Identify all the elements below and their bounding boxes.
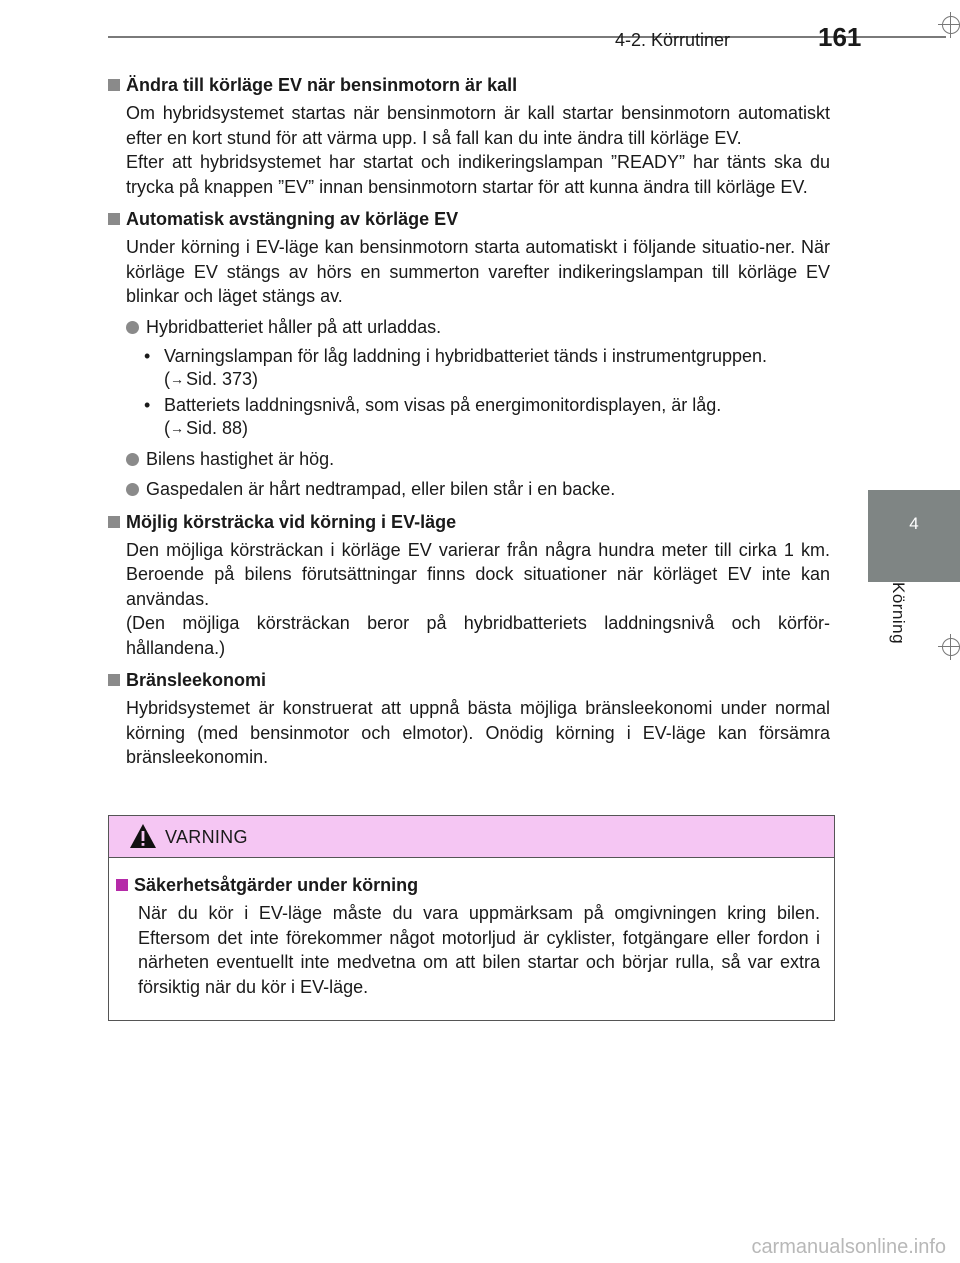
- paragraph: Efter att hybridsystemet har startat och indikeringslampan ”READY” har tänts ska du trycka på knappen ”EV” innan bensinmotorn startar för att kunna ändra till körläge EV.: [126, 152, 830, 197]
- warning-heading: Säkerhetsåtgärder under körning: [116, 874, 820, 897]
- list-item: Bilens hastighet är hög.: [126, 447, 830, 471]
- chapter-label: Körning: [889, 582, 908, 645]
- warning-body: [109, 858, 834, 999]
- sub-list-item: • Batteriets laddningsnivå, som visas på energimonitordisplayen, är låg. (→ Sid. 88): [144, 394, 830, 441]
- list-item: Gaspedalen är hårt nedtrampad, eller bilen står i en backe.: [126, 477, 830, 501]
- section-heading: Möjlig körsträcka vid körning i EV-läge: [108, 511, 830, 534]
- watermark: carmanualsonline.info: [751, 1236, 946, 1258]
- paragraph: (Den möjliga körsträckan beror på hybridbatteriets laddningsnivå och körför-hållandena.): [126, 613, 830, 658]
- page-reference-link[interactable]: Sid. 88): [186, 418, 249, 438]
- warning-title: VARNING: [165, 827, 248, 847]
- warning-box: [108, 815, 835, 1021]
- page-reference-link[interactable]: Sid. 373): [186, 369, 259, 389]
- crosshair-mark-icon: [938, 12, 960, 38]
- paragraph: Hybridsystemet är konstruerat att uppnå bästa möjliga bränsleekonomi under normal körning (med bensinmotor och elmotor). Onödig körning i EV-läge kan försämra bränsleekonomin.: [126, 698, 830, 767]
- paragraph: Den möjliga körsträckan i körläge EV varierar från några hundra meter till cirka 1 km. Beroende på bilens förutsättningar finns dock situationer när körläget EV inte kan användas.: [126, 539, 830, 609]
- arrow-right-icon: →: [170, 420, 184, 436]
- warning-triangle-icon: [129, 822, 157, 850]
- sub-list-item: • Varningslampan för låg laddning i hybridbatteriet tänds i instrumentgruppen. (→ Sid. 373): [144, 345, 830, 392]
- warning-header: [109, 816, 834, 858]
- warning-text: När du kör i EV-läge måste du vara uppmärksam på omgivningen kring bilen. Eftersom det inte förekommer något motorljud är cyklister, fotgängare eller fordon i närheten eventuellt inte medvetna om att bilen startar och börjar rulla, så var extra försiktig när du kör i EV-läge.: [138, 903, 820, 997]
- section-title: 4-2. Körrutiner: [615, 30, 731, 50]
- paragraph: Under körning i EV-läge kan bensinmotorn starta automatiskt i följande situatio-ner. När körläge EV stängs av hörs en summerton varefter indikeringslampan till körläge EV blinkar och läget stängs av.: [126, 237, 830, 306]
- main-content: [108, 74, 830, 770]
- section-heading: Ändra till körläge EV när bensinmotorn är kall: [108, 74, 830, 97]
- list-item: Hybridbatteriet håller på att urladdas.: [126, 315, 830, 339]
- section-heading: Automatisk avstängning av körläge EV: [108, 208, 830, 231]
- chapter-tab: [868, 490, 960, 582]
- arrow-right-icon: →: [170, 371, 184, 387]
- chapter-number: 4: [909, 514, 919, 533]
- paragraph: Om hybridsystemet startas när bensinmotorn är kall startar bensinmotorn automatiskt efter en kort stund för att värma upp. I så fall kan du inte ändra till körläge EV.: [126, 103, 830, 148]
- crosshair-mark-icon: [938, 634, 960, 660]
- section-heading: Bränsleekonomi: [108, 669, 830, 692]
- page-number: 161: [818, 22, 862, 52]
